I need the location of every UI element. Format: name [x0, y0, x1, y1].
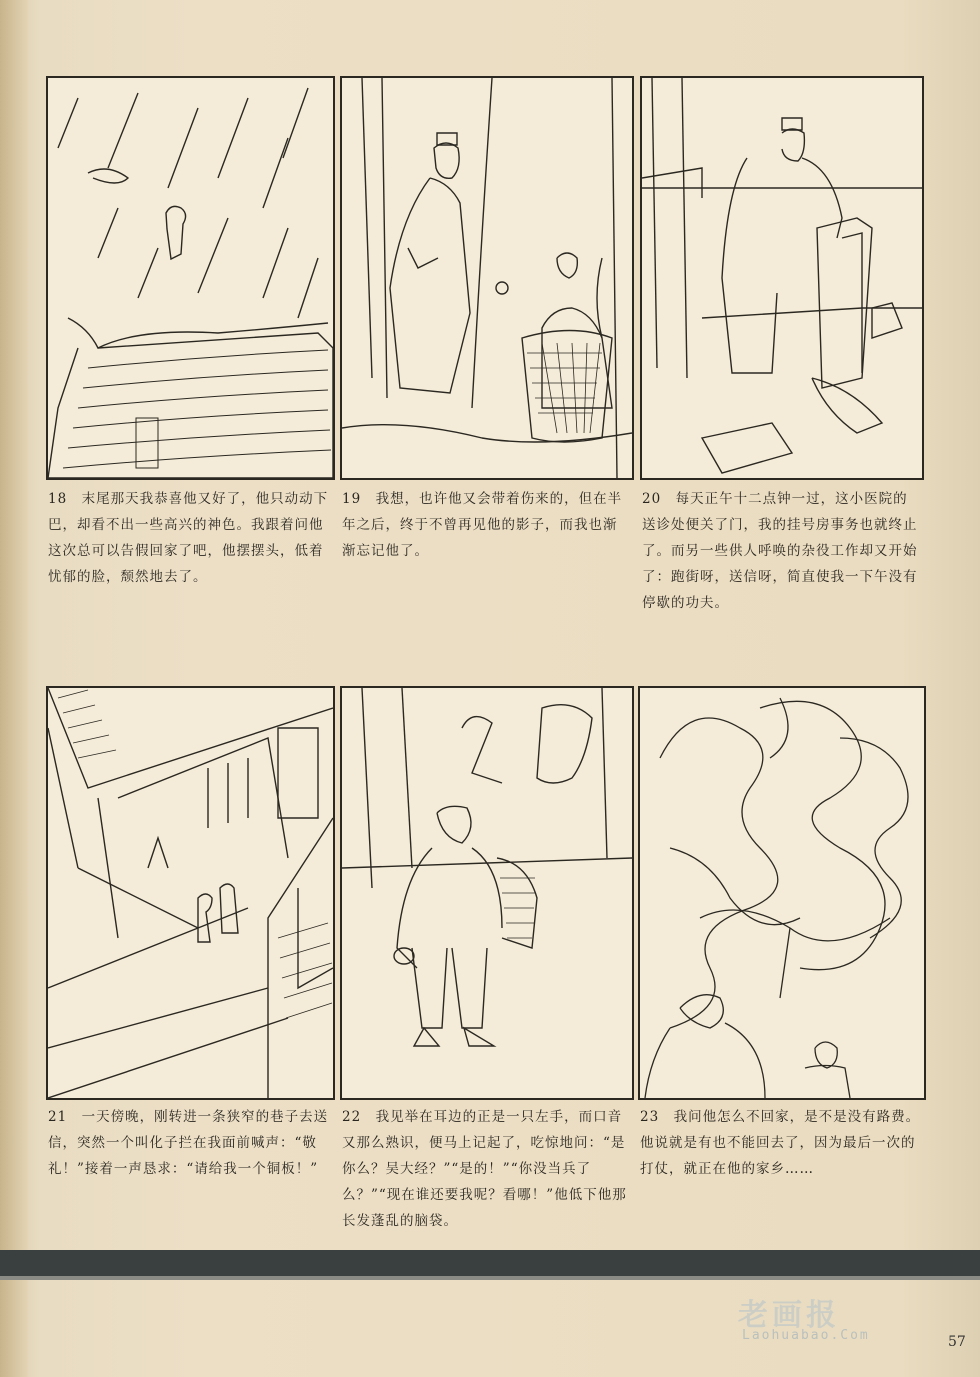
page-spine [0, 0, 28, 1377]
beggar-drawing [342, 688, 632, 1098]
watermark-logo: 老画报 [738, 1298, 840, 1333]
page-number: 57 [948, 1334, 966, 1350]
caption-18: 18 末尾那天我恭喜他又好了，他只动动下巴，却看不出一些高兴的神色。我跟着问他这次总可以告假回家了吧，他摆摆头，低着忧郁的脸，颓然地去了。 [48, 491, 329, 585]
rain-rooftop-drawing [48, 78, 333, 478]
caption-21: 21 一天傍晚，刚转进一条狭窄的巷子去送信，突然一个叫化子拦在我面前喊声：“敬礼！”接着一声恳求：“请给我一个铜板！” [48, 1109, 329, 1177]
panel-20-image [640, 76, 924, 480]
smoke-memory-drawing [640, 688, 924, 1098]
narrow-alley-drawing [48, 688, 333, 1098]
doorway-vendor-drawing [342, 78, 632, 478]
footer-bar-thin [0, 1276, 980, 1280]
watermark-url: Laohuabao.Com [742, 1328, 870, 1343]
footer-bar [0, 1250, 980, 1276]
panel-18-image [46, 76, 335, 480]
caption-20: 20 每天正午十二点钟一过，这小医院的送诊处便关了门，我的挂号房事务也就终止了。而另一些供人呼唤的杂役工作却又开始了：跑街呀，送信呀，简直使我一下午没有停歇的功夫。 [642, 491, 918, 611]
caption-22: 22 我见举在耳边的正是一只左手，而口音又那么熟识，便马上记起了，吃惊地问：“是你么？吴大经？”“是的！”“你没当兵了么？”“现在谁还要我呢？看哪！”他低下他那长发蓬乱的脑袋。 [342, 1109, 627, 1229]
panel-23-image [638, 686, 926, 1100]
panel-21-image [46, 686, 335, 1100]
closing-gate-drawing [642, 78, 922, 478]
panel-19-image [340, 76, 634, 480]
caption-19: 19 我想，也许他又会带着伤来的，但在半年之后，终于不曾再见他的影子，而我也渐渐忘记他了。 [342, 491, 623, 559]
caption-23: 23 我问他怎么不回家，是不是没有路费。他说就是有也不能回去了，因为最后一次的打仗，就正在他的家乡…… [640, 1109, 921, 1177]
panel-22-image [340, 686, 634, 1100]
